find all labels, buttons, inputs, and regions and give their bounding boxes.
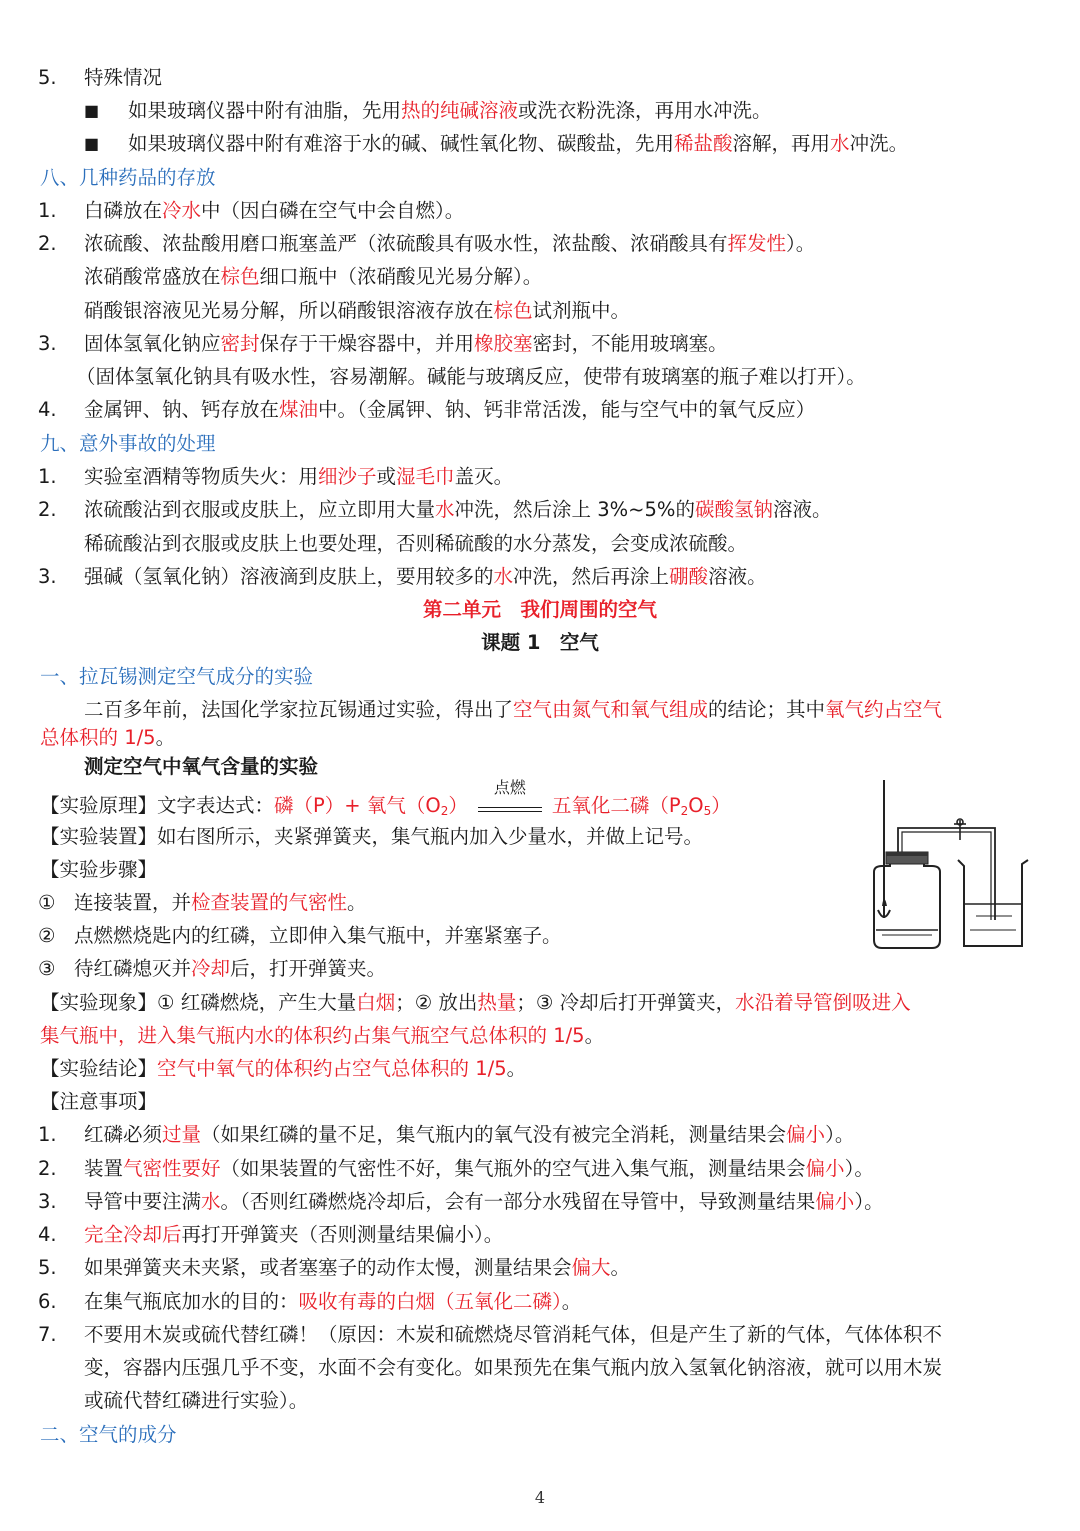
beaker-icon [958,860,1028,946]
reaction-condition: 点燃 [478,797,542,812]
square-bullet-icon: ■ [84,101,100,120]
apparatus-diagram [852,780,1042,955]
page-number: 4 [534,1488,546,1507]
square-bullet-icon: ■ [84,134,100,153]
spring-clamp-icon [954,819,966,840]
delivery-tube-icon [898,828,995,920]
